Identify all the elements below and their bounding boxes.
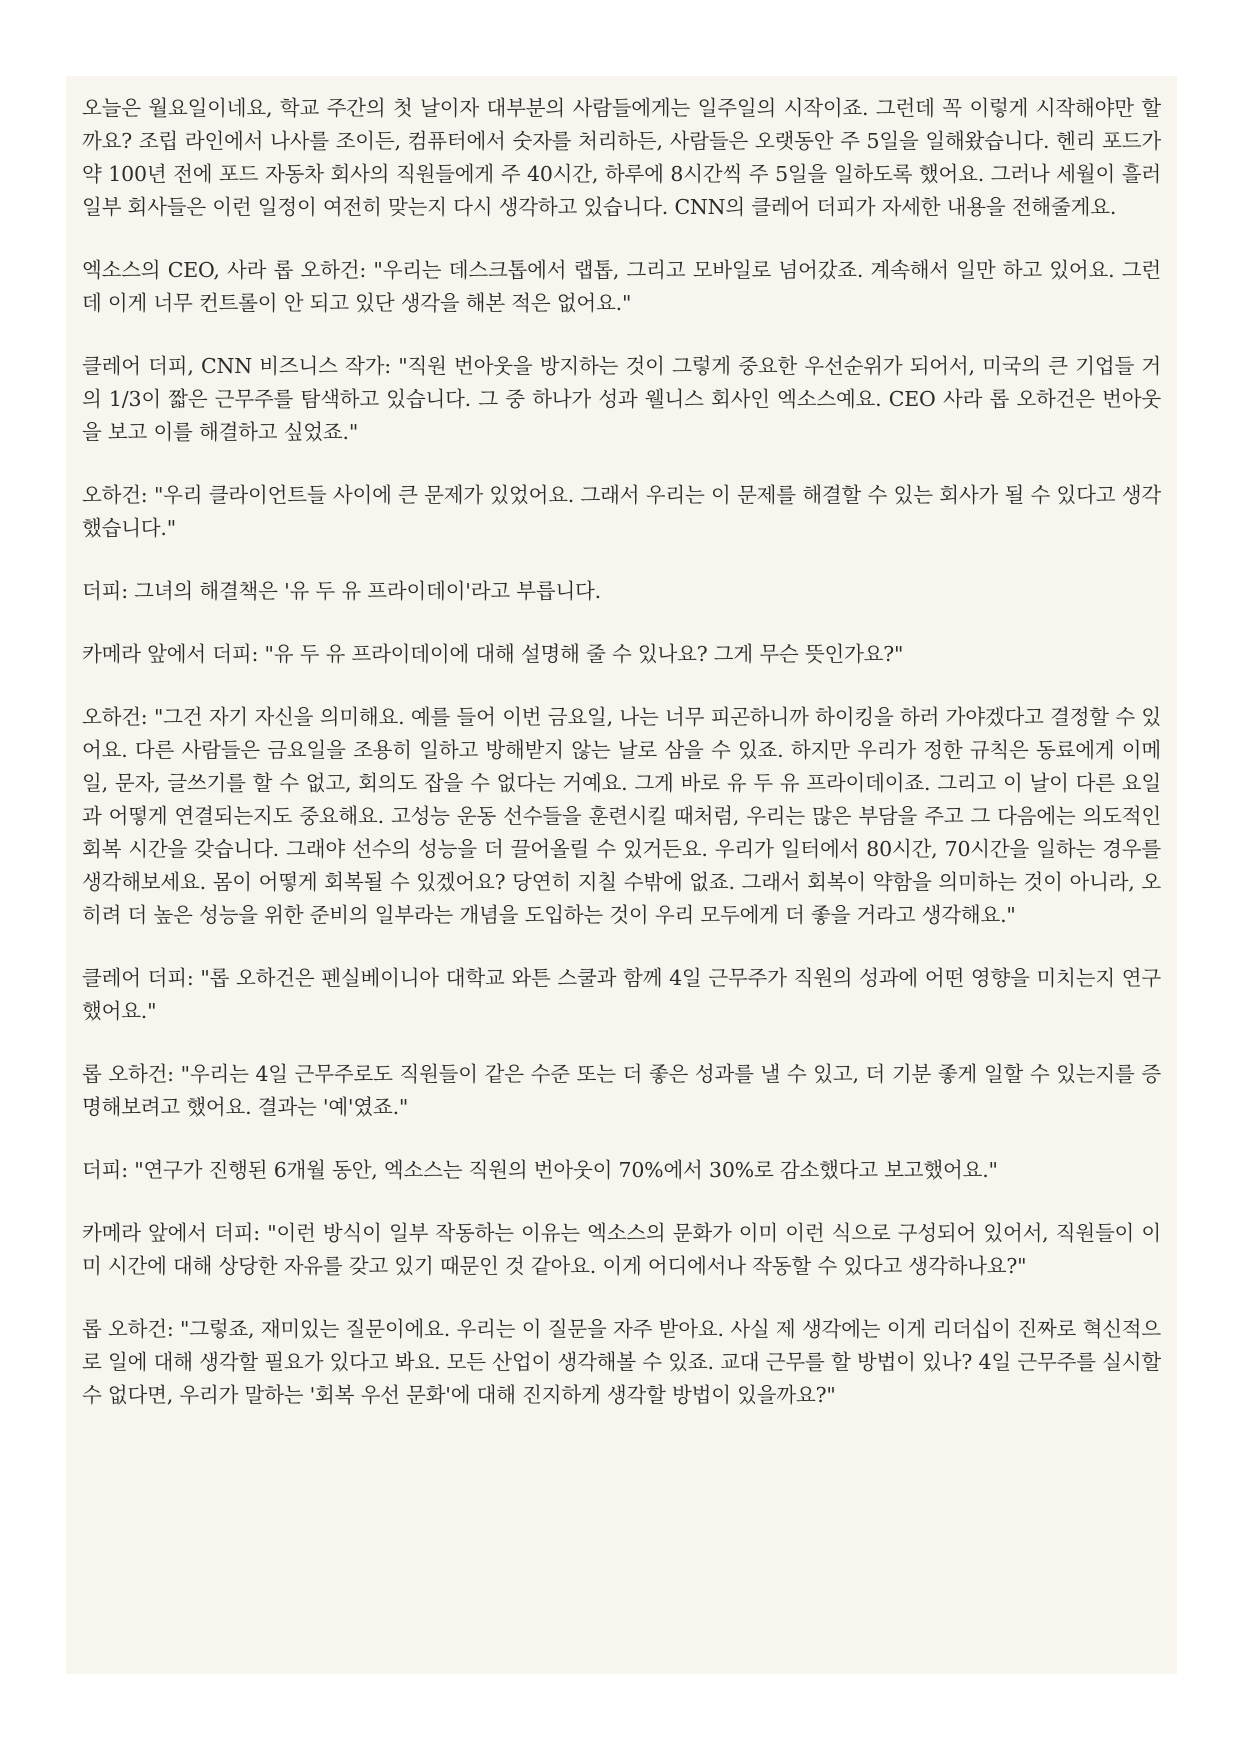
paragraph-study-result: 롭 오하건: "우리는 4일 근무주로도 직원들이 같은 수준 또는 더 좋은 성과를 낼 수 있고, 더 기분 좋게 일할 수 있는지를 증명해보려고 했어요. 결과는 '예'였죠." <box>82 1062 1161 1119</box>
paragraph-camera-question: 카메라 앞에서 더피: "유 두 유 프라이데이에 대해 설명해 줄 수 있나요? 그게 무슨 뜻인가요?" <box>82 642 904 666</box>
paragraph-ohagan-explanation: 오하건: "그건 자기 자신을 의미해요. 예를 들어 이번 금요일, 나는 너무 피곤하니까 하이킹을 하러 가야겠다고 결정할 수 있어요. 다른 사람들은 금요일을 조용히 일하고 방해받지 않는 날로 삼을 수 있죠. 하지만 우리가 정한 규칙은 동료에게 이메일, 문자, 글쓰기를 할 수 없고, 회의도 잡을 수 없다는 거예요. 그게 바로 유 두 유 프라이데이죠. 그리고 이 날이 다른 요일과 어떻게 연결되는지도 중요해요. 고성능 운동 선수들을 훈련시킬 때처럼, 우리는 많은 부담을 주고 그 다음에는 의도적인 회복 시간을 갖습니다. 그래야 선수의 성능을 더 끌어올릴 수 있거든요. 우리가 일터에서 80시간, 70시간을 일하는 경우를 생각해보세요. 몸이 어떻게 회복될 수 있겠어요? 당연히 지칠 수밖에 없죠. 그래서 회복이 약함을 의미하는 것이 아니라, 오히려 더 높은 성능을 위한 준비의 일부라는 개념을 도입하는 것이 우리 모두에게 더 좋을 거라고 생각해요." <box>82 705 1161 927</box>
paragraph-culture-question: 카메라 앞에서 더피: "이런 방식이 일부 작동하는 이유는 엑소스의 문화가 이미 이런 식으로 구성되어 있어서, 직원들이 이미 시간에 대해 상당한 자유를 갖고 있기 때문인 것 같아요. 이게 어디에서나 작동할 수 있다고 생각하나요?" <box>82 1221 1161 1278</box>
paragraph-ceo-quote: 엑소스의 CEO, 사라 롭 오하건: "우리는 데스크톱에서 랩톱, 그리고 모바일로 넘어갔죠. 계속해서 일만 하고 있어요. 그런데 이게 너무 컨트롤이 안 되고 있단 생각을 해본 적은 없어요." <box>82 258 1161 315</box>
paragraph-intro: 오늘은 월요일이네요, 학교 주간의 첫 날이자 대부분의 사람들에게는 일주일의 시작이죠. 그런데 꼭 이렇게 시작해야만 할까요? 조립 라인에서 나사를 조이든, 컴퓨터에서 숫자를 처리하든, 사람들은 오랫동안 주 5일을 일해왔습니다. 헨리 포드가 약 100년 전에 포드 자동차 회사의 직원들에게 주 40시간, 하루에 8시간씩 주 5일을 일하도록 했어요. 그러나 세월이 흘러 일부 회사들은 이런 일정이 여전히 맞는지 다시 생각하고 있습니다. CNN의 클레어 더피가 자세한 내용을 전해줄게요. <box>82 96 1161 219</box>
paragraph-burnout-stat: 더피: "연구가 진행된 6개월 동안, 엑소스는 직원의 번아웃이 70%에서 30%로 감소했다고 보고했어요." <box>82 1158 998 1182</box>
document-page <box>66 76 1177 1674</box>
paragraph-closing-answer: 롭 오하건: "그렇죠, 재미있는 질문이에요. 우리는 이 질문을 자주 받아요. 사실 제 생각에는 이게 리더십이 진짜로 혁신적으로 일에 대해 생각할 필요가 있다고 봐요. 모든 산업이 생각해볼 수 있죠. 교대 근무를 할 방법이 있나? 4일 근무주를 실시할 수 없다면, 우리가 말하는 '회복 우선 문화'에 대해 진지하게 생각할 방법이 있을까요?" <box>82 1317 1161 1407</box>
paragraph-ohagan-clients: 오하건: "우리 클라이언트들 사이에 큰 문제가 있었어요. 그래서 우리는 이 문제를 해결할 수 있는 회사가 될 수 있다고 생각했습니다." <box>82 483 1161 540</box>
paragraph-wharton-study: 클레어 더피: "롭 오하건은 펜실베이니아 대학교 와튼 스쿨과 함께 4일 근무주가 직원의 성과에 어떤 영향을 미치는지 연구했어요." <box>82 966 1161 1023</box>
paragraph-duffy-burnout: 클레어 더피, CNN 비즈니스 작가: "직원 번아웃을 방지하는 것이 그렇게 중요한 우선순위가 되어서, 미국의 큰 기업들 거의 1/3이 짧은 근무주를 탐색하고 있습니다. 그 중 하나가 성과 웰니스 회사인 엑소스예요. CEO 사라 롭 오하건은 번아웃을 보고 이를 해결하고 싶었죠." <box>82 354 1161 444</box>
paragraph-solution: 더피: 그녀의 해결책은 '유 두 유 프라이데이'라고 부릅니다. <box>82 579 601 603</box>
